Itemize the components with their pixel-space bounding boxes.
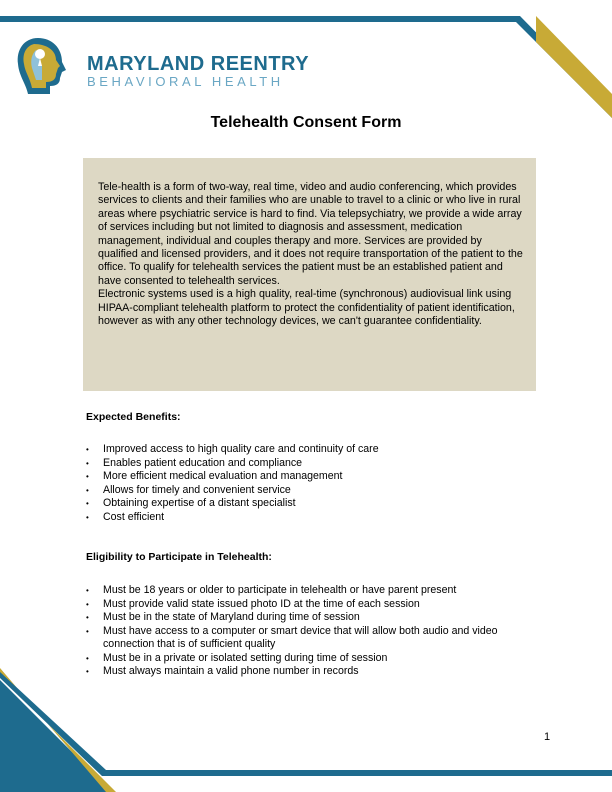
brand-wordmark <box>87 53 309 89</box>
page-title: Telehealth Consent Form <box>210 114 402 131</box>
list-item: • Obtaining expertise of a distant specialist <box>86 497 526 511</box>
intro-paragraph-2: Electronic systems used is a high quality, real-time (synchronous) audiovisual link using HIPAA-compliant telehealth platform to protect the confidentiality of patient identification, however as with any other technology devices, we can't guarantee confidentiality. <box>98 288 515 328</box>
list-item: • Allows for timely and convenient service <box>86 484 526 498</box>
eligibility-heading: Eligibility to Participate in Telehealth: <box>86 551 272 563</box>
list-item: • Must always maintain a valid phone number in records <box>86 665 526 679</box>
bottom-blue-band <box>0 672 612 776</box>
benefits-list <box>86 443 526 524</box>
list-item: • Must provide valid state issued photo ID at the time of each session <box>86 598 526 612</box>
list-item: • Improved access to high quality care and continuity of care <box>86 443 526 457</box>
list-item: • Must be in a private or isolated setting during time of session <box>86 652 526 666</box>
brand-title: MARYLAND REENTRY <box>87 53 310 75</box>
list-item: • Must have access to a computer or smart device that will allow both audio and video connection that is of sufficient quality <box>86 625 526 652</box>
page-number: 1 <box>544 731 551 743</box>
list-item: • More efficient medical evaluation and management <box>86 470 526 484</box>
list-item: • Must be in the state of Maryland during time of session <box>86 611 526 625</box>
benefits-heading: Expected Benefits: <box>86 411 181 423</box>
head-logo-icon <box>16 36 72 96</box>
eligibility-list <box>86 584 526 679</box>
intro-panel <box>83 158 536 391</box>
brand-subtitle: BEHAVIORAL HEALTH <box>87 74 284 89</box>
intro-paragraph-1: Tele-health is a form of two-way, real time, video and audio conferencing, which provides services to clients and their families who are unable to travel to a clinic or who live in rural areas where psychiatric service is hard to find. Via telepsychiatry, we provide a wide array of services including but not limited to diagnosis and assessment, medication management, individual and couples therapy and more. Services are provided by qualified and licensed providers, and it does not require transportation of the patient to the office. To qualify for telehealth services the patient must be an established patient and have consented to telehealth services. <box>98 181 523 287</box>
list-item: • Enables patient education and compliance <box>86 457 526 471</box>
list-item: • Must be 18 years or older to participate in telehealth or have parent present <box>86 584 526 598</box>
top-gold-stripe <box>536 16 612 118</box>
list-item: • Cost efficient <box>86 511 526 525</box>
